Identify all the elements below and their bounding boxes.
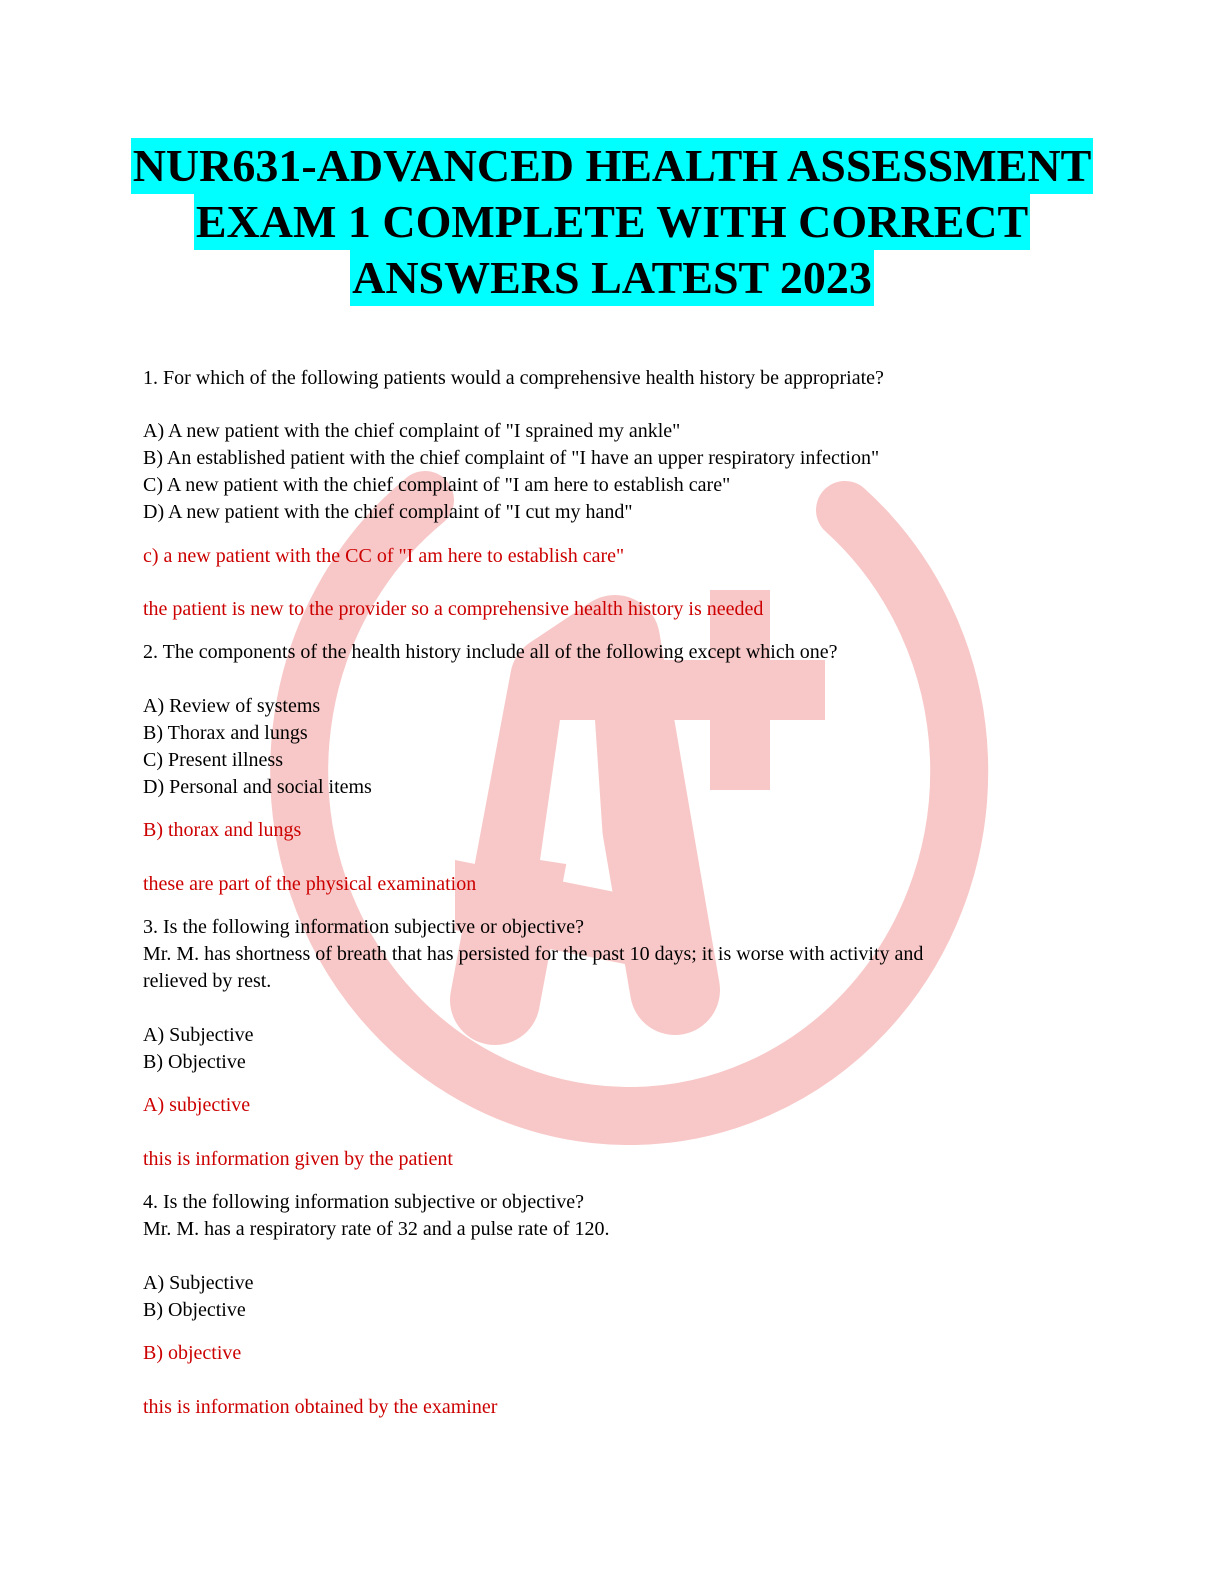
question-1-stem: 1. For which of the following patients would a comprehensive health history be appropriate?	[143, 367, 884, 389]
question-3-stem-line-2: Mr. M. has shortness of breath that has persisted for the past 10 days; it is worse with activity and	[143, 943, 924, 965]
question-2-option-c: C) Present illness	[143, 749, 283, 771]
question-4-option-a: A) Subjective	[143, 1272, 254, 1294]
question-2-rationale: these are part of the physical examination	[143, 873, 477, 895]
question-1-option-a: A) A new patient with the chief complaint of "I sprained my ankle"	[143, 420, 681, 442]
question-4-option-b: B) Objective	[143, 1299, 246, 1321]
question-1-option-c: C) A new patient with the chief complaint of "I am here to establish care"	[143, 474, 731, 496]
question-3-option-b: B) Objective	[143, 1051, 246, 1073]
question-1-option-b: B) An established patient with the chief complaint of "I have an upper respiratory infection"	[143, 447, 880, 469]
question-3-stem: 3. Is the following information subjective or objective?	[143, 916, 584, 938]
question-1-answer: c) a new patient with the CC of "I am here to establish care"	[143, 545, 625, 567]
title-line-3: ANSWERS LATEST 2023	[350, 250, 874, 306]
question-2-option-d: D) Personal and social items	[143, 776, 372, 798]
question-4-answer: B) objective	[143, 1342, 242, 1364]
question-3-answer: A) subjective	[143, 1094, 251, 1116]
question-4-rationale: this is information obtained by the examiner	[143, 1396, 498, 1418]
question-3-option-a: A) Subjective	[143, 1024, 254, 1046]
question-4-stem: 4. Is the following information subjective or objective?	[143, 1191, 584, 1213]
question-3-stem-line-3: relieved by rest.	[143, 970, 272, 992]
question-2-stem: 2. The components of the health history include all of the following except which one?	[143, 641, 838, 663]
title-line-2: EXAM 1 COMPLETE WITH CORRECT	[194, 194, 1030, 250]
title-line-1: NUR631-ADVANCED HEALTH ASSESSMENT	[131, 138, 1094, 194]
question-1-rationale: the patient is new to the provider so a comprehensive health history is needed	[143, 598, 764, 620]
document-title	[0, 138, 1224, 306]
question-4-stem-line-2: Mr. M. has a respiratory rate of 32 and a pulse rate of 120.	[143, 1218, 610, 1240]
question-2-answer: B) thorax and lungs	[143, 819, 302, 841]
question-2-option-a: A) Review of systems	[143, 695, 321, 717]
question-3-rationale: this is information given by the patient	[143, 1148, 453, 1170]
question-1-option-d: D) A new patient with the chief complaint of "I cut my hand"	[143, 501, 633, 523]
question-2-option-b: B) Thorax and lungs	[143, 722, 308, 744]
